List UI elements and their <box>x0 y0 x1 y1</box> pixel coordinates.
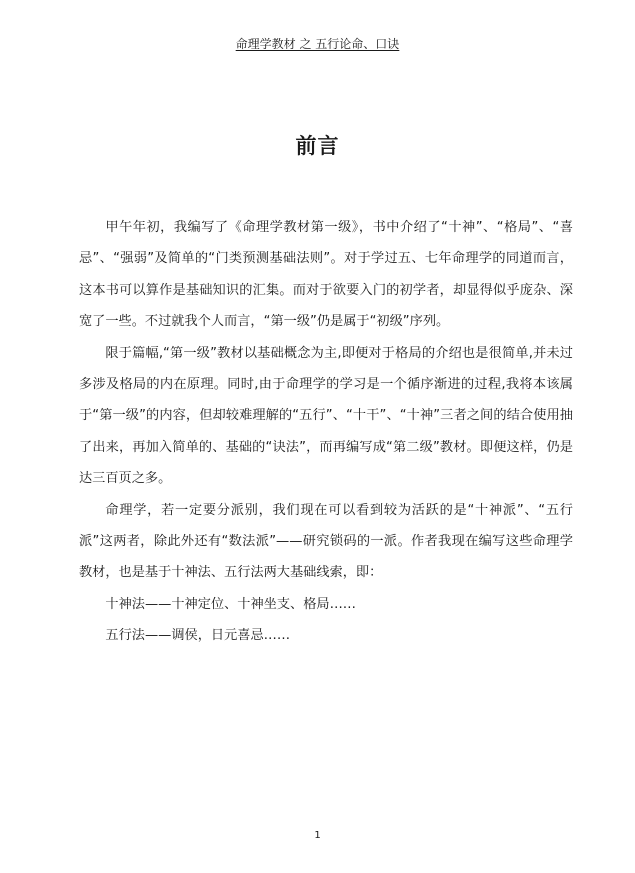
page-number: 1 <box>314 830 321 841</box>
paragraph-1-before: 甲午年初，我编写了 <box>105 220 229 235</box>
page-title: 前言 <box>295 134 340 158</box>
book-title-reference: 《命理学教材第一级》 <box>228 220 359 235</box>
body-text <box>79 212 573 652</box>
paragraph-2: 限于篇幅,“第一级”教材以基础概念为主,即便对于格局的介绍也是很简单,并未过多涉及格局的内在原理。同时,由于命理学的学习是一个循序渐进的过程,我将本该属于“第一级”的内容，但却较难理解的“五行”、“十干”、“十神”三者之间的结合使用抽了出来，再加入简单的、基础的“诀法”，而再编写成“第二级”教材。即便这样，仍是达三百页之多。 <box>79 345 573 487</box>
paragraph-1-after: ，书中介绍了“十神”、“格局”、“喜忌”、“强弱”及简单的“门类预测基础法则”。对于学过五、七年命理学的同道而言，这本书可以算作是基础知识的汇集。而对于欲要入门的初学者，却显得似乎庞杂、深宽了一些。不过就我个人而言，“第一级”仍是属于“初级”序列。 <box>79 220 574 330</box>
paragraph-5: 五行法——调侯，日元喜忌…… <box>105 628 291 644</box>
paragraph-3: 命理学，若一定要分派别，我们现在可以看到较为活跃的是“十神派”、“五行派”这两者，除此外还有“数法派”——研究锁码的一派。作者我现在编写这些命理学教材，也是基于十神法、五行法两大基础线索，即： <box>79 502 573 581</box>
running-header-text: 命理学教材 之 五行论命、口诀 <box>235 37 400 51</box>
paragraph-1 <box>79 212 573 338</box>
running-header <box>0 36 635 52</box>
paragraph-4: 十神法——十神定位、十神坐支、格局…… <box>105 596 356 612</box>
